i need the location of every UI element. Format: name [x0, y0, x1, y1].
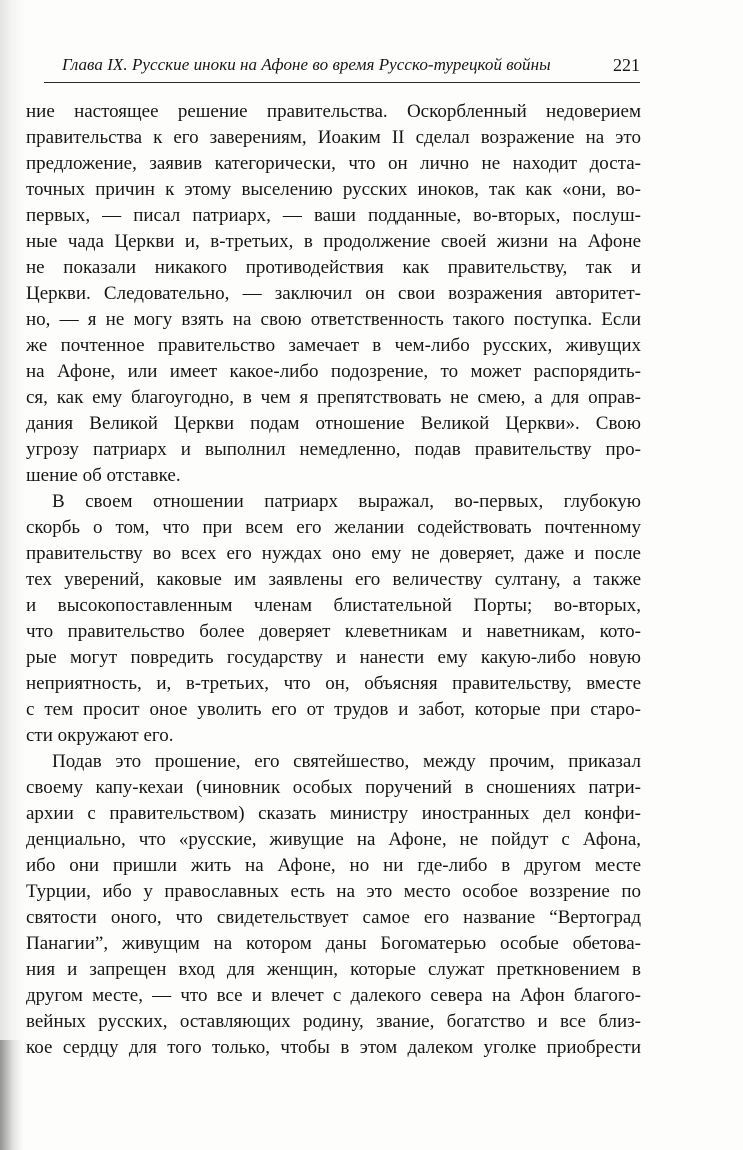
- paragraph-2-line-9: с тем просит оное уволить его от трудов и забот, которые при старо-: [26, 699, 641, 720]
- paragraph-3-line-5: ибо они пришли жить на Афоне, но ни где-либо в другом месте: [26, 855, 641, 876]
- paragraph-2-line-7: рые могут повредить государству и нанести ему какую-либо новую: [26, 647, 641, 668]
- body-text: [26, 99, 641, 1061]
- paragraph-2-line-3: правительству во всех его нуждах оно ему не доверяет, даже и после: [26, 543, 641, 564]
- paragraph-3-line-3: архии с правительством) сказать министру иностранных дел конфи-: [26, 803, 641, 824]
- paragraph-2-line-10: сти окружают его.: [26, 725, 174, 746]
- page-number: 221: [613, 55, 640, 75]
- paragraph-1-line-8: Церкви. Следовательно, — заключил он свои возражения авторитет-: [26, 283, 641, 304]
- scan-shadow-corner: [0, 1040, 22, 1150]
- paragraph-3-line-9: ния и запрещен вход для женщин, которые служат преткновением в: [26, 959, 641, 980]
- paragraph-3-line-4: денциально, что «русские, живущие на Афоне, не пойдут с Афона,: [26, 829, 641, 850]
- paragraph-2-line-1: В своем отношении патриарх выражал, во-первых, глубокую: [52, 491, 641, 512]
- paragraph-1-line-14: угрозу патриарх и выполнил немедленно, подав правительству про-: [26, 439, 641, 460]
- paragraph-1-line-6: ные чада Церкви и, в-третьих, в продолжение своей жизни на Афоне: [26, 231, 641, 252]
- paragraph-3-line-10: другом месте, — что все и влечет с далекого севера на Афон благого-: [26, 985, 641, 1006]
- paragraph-1-line-15: шение об отставке.: [26, 465, 181, 486]
- paragraph-1-line-12: ся, как ему благоугодно, в чем я препятствовать не смею, а для оправ-: [26, 387, 641, 408]
- running-header: [44, 50, 640, 83]
- paragraph-3-line-6: Турции, ибо у православных есть на это место особое воззрение по: [26, 881, 641, 902]
- scan-shadow-left: [0, 0, 26, 1150]
- paragraph-3-line-2: своему капу-кехаи (чиновник особых поручений в сношениях патри-: [26, 777, 641, 798]
- paragraph-2-line-6: что правительство более доверяет клеветникам и наветникам, кото-: [26, 621, 641, 642]
- chapter-title: Глава IX. Русские иноки на Афоне во время Русско-турецкой войны: [62, 55, 551, 74]
- paragraph-2-line-5: и высокопоставленным членам блистательной Порты; во-вторых,: [26, 595, 641, 616]
- paragraph-1-line-3: предложение, заявив категорически, что он лично не находит доста-: [26, 153, 641, 174]
- paragraph-1-line-11: на Афоне, или имеет какое-либо подозрение, то может распорядить-: [26, 361, 641, 382]
- paragraph-1-line-4: точных причин к этому выселению русских иноков, так как «они, во-: [26, 179, 641, 200]
- paragraph-1-line-1: ние настоящее решение правительства. Оскорбленный недоверием: [26, 101, 641, 122]
- paragraph-1-line-13: дания Великой Церкви подам отношение Великой Церкви». Свою: [26, 413, 641, 434]
- paragraph-3-line-1: Подав это прошение, его святейшество, между прочим, приказал: [52, 751, 641, 772]
- paragraph-1-line-5: первых, — писал патриарх, — ваши подданные, во-вторых, послуш-: [26, 205, 641, 226]
- paragraph-1-line-7: не показали никакого противодействия как правительству, так и: [26, 257, 641, 278]
- paragraph-1-line-2: правительства к его заверениям, Иоаким II сделал возражение на это: [26, 127, 641, 148]
- paragraph-1-line-9: но, — я не могу взять на свою ответственность такого поступка. Если: [26, 309, 641, 330]
- paragraph-3-line-7: святости оного, что свидетельствует самое его название “Вертоград: [26, 907, 641, 928]
- paragraph-3-line-8: Панагии”, живущим на котором даны Богоматерью особые обетова-: [26, 933, 641, 954]
- paragraph-1-line-10: же почтенное правительство замечает в чем-либо русских, живущих: [26, 335, 641, 356]
- paragraph-3-line-11: вейных русских, оставляющих родину, звание, богатство и все близ-: [26, 1011, 641, 1032]
- paragraph-2-line-2: скорбь о том, что при всем его желании содействовать почтенному: [26, 517, 641, 538]
- paragraph-2-line-8: неприятность, и, в-третьих, что он, объясняя правительству, вместе: [26, 673, 641, 694]
- paragraph-3-line-12: кое сердцу для того только, чтобы в этом далеком уголке приобрести: [26, 1037, 641, 1058]
- paragraph-2-line-4: тех уверений, каковые им заявлены его величеству султану, а также: [26, 569, 641, 590]
